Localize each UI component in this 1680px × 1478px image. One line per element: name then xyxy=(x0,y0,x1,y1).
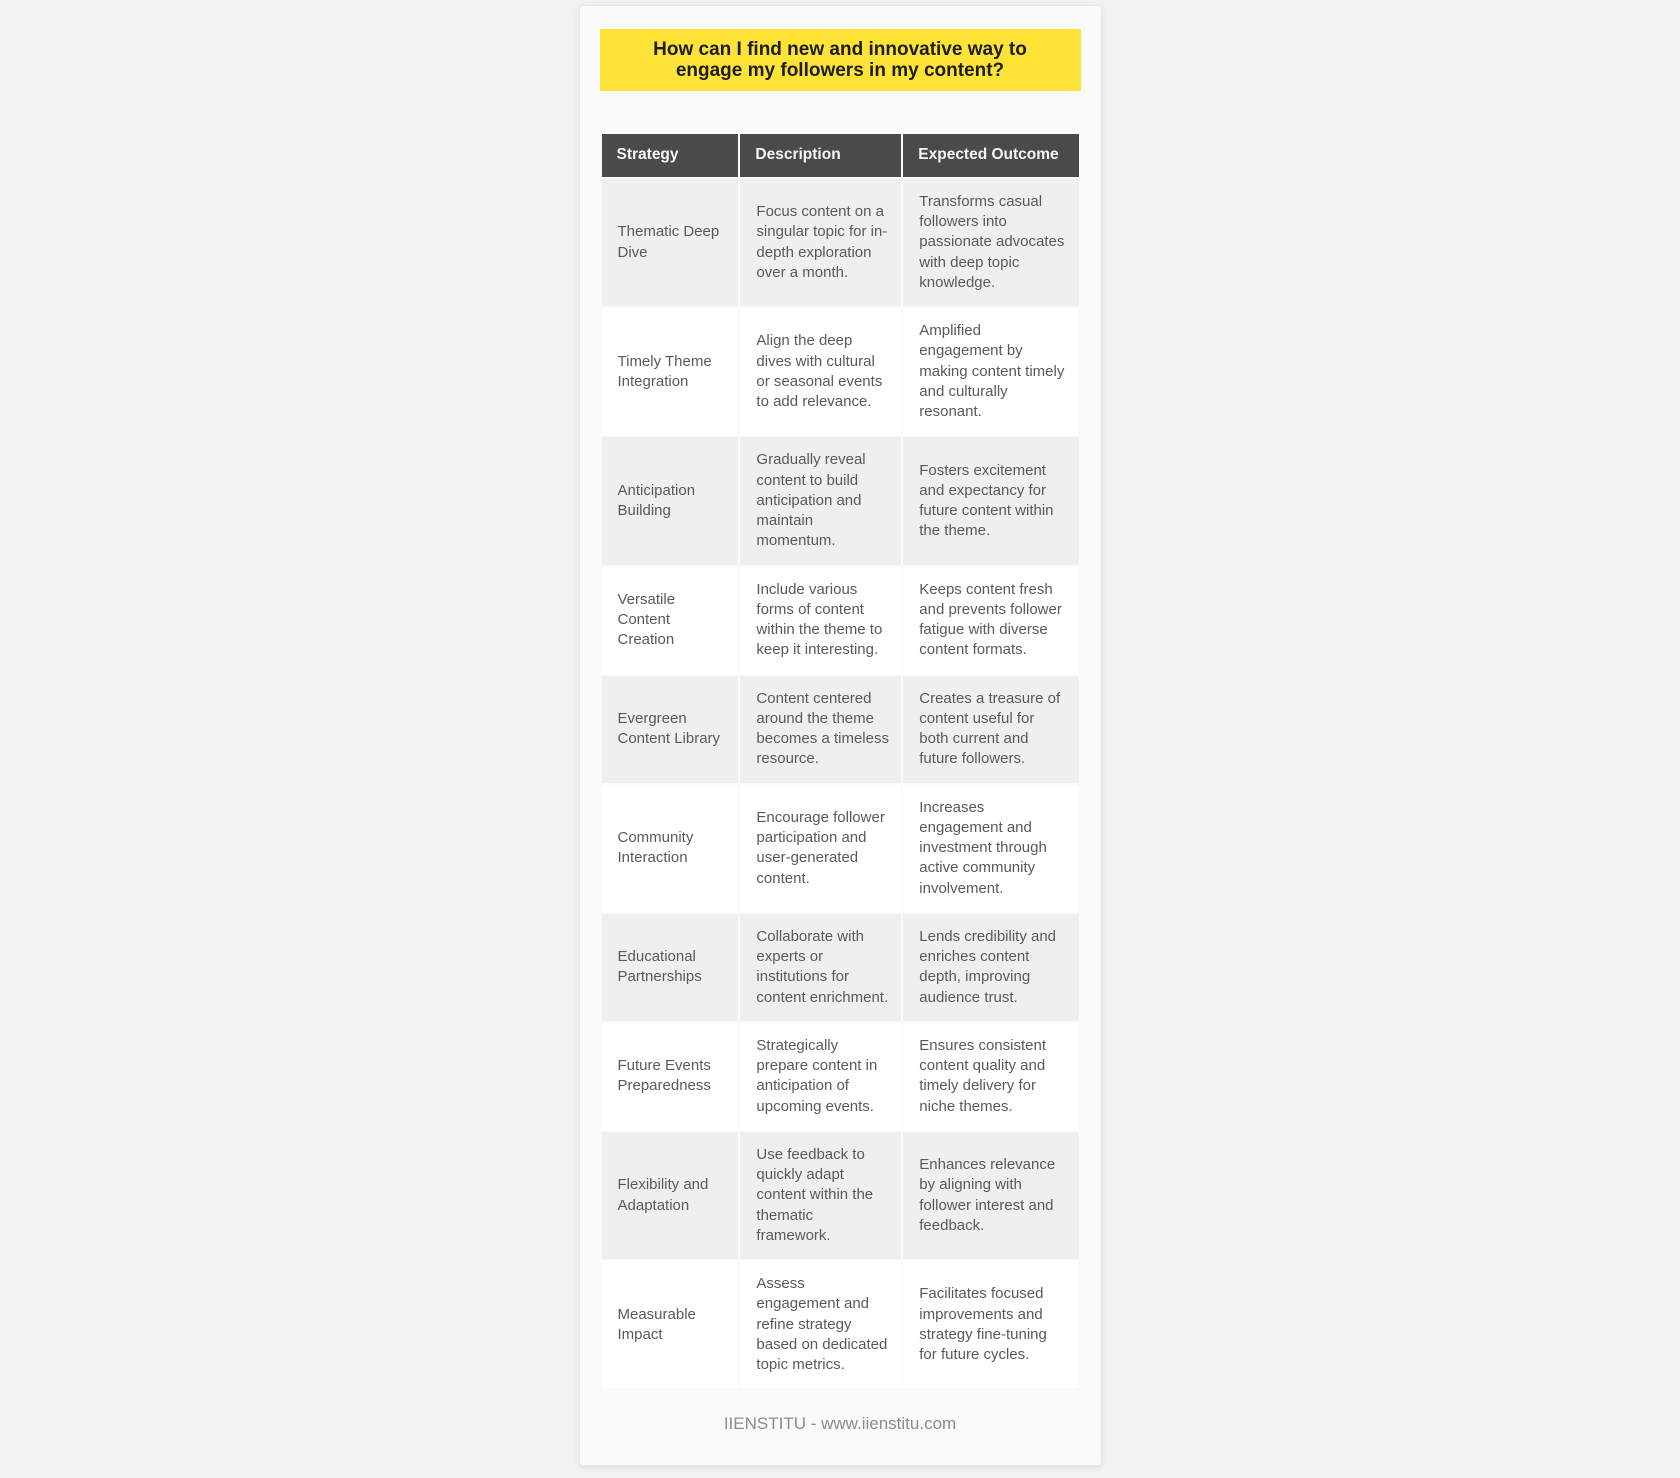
strategy-cell: Future Events Preparedness xyxy=(601,1022,740,1131)
table-body xyxy=(601,178,1080,1390)
outcome-cell: Fosters excitement and expectancy for future content within the theme. xyxy=(902,436,1079,565)
description-cell: Include various forms of content within the theme to keep it interesting. xyxy=(739,566,902,675)
outcome-cell: Lends credibility and enriches content depth, improving audience trust. xyxy=(902,913,1079,1022)
outcome-cell: Facilitates focused improvements and strategy fine-tuning for future cycles. xyxy=(902,1260,1079,1389)
outcome-cell: Transforms casual followers into passionate advocates with deep topic knowledge. xyxy=(902,178,1079,307)
header-row xyxy=(601,133,1080,178)
table-row xyxy=(601,178,1080,307)
strategy-cell: Evergreen Content Library xyxy=(601,675,740,784)
strategy-cell: Anticipation Building xyxy=(601,436,740,565)
strategies-table xyxy=(600,132,1081,1390)
outcome-cell: Creates a treasure of content useful for both current and future followers. xyxy=(902,675,1079,784)
description-cell: Focus content on a singular topic for in-depth exploration over a month. xyxy=(739,178,902,307)
description-cell: Use feedback to quickly adapt content within the thematic framework. xyxy=(739,1131,902,1260)
outcome-cell: Increases engagement and investment through active community involvement. xyxy=(902,784,1079,913)
table-row xyxy=(601,675,1080,784)
strategy-cell: Timely Theme Integration xyxy=(601,307,740,436)
description-cell: Encourage follower participation and user-generated content. xyxy=(739,784,902,913)
outcome-cell: Ensures consistent content quality and timely delivery for niche themes. xyxy=(902,1022,1079,1131)
description-cell: Align the deep dives with cultural or seasonal events to add relevance. xyxy=(739,307,902,436)
question-banner xyxy=(600,29,1081,91)
description-cell: Collaborate with experts or institutions for content enrichment. xyxy=(739,913,902,1022)
description-cell: Gradually reveal content to build anticipation and maintain momentum. xyxy=(739,436,902,565)
question-title: How can I find new and innovative way to engage my followers in my content? xyxy=(653,38,1027,81)
strategy-cell: Community Interaction xyxy=(601,784,740,913)
strategy-cell: Educational Partnerships xyxy=(601,913,740,1022)
description-cell: Strategically prepare content in anticipation of upcoming events. xyxy=(739,1022,902,1131)
table-row xyxy=(601,1022,1080,1131)
outcome-cell: Enhances relevance by aligning with follower interest and feedback. xyxy=(902,1131,1079,1260)
content-card xyxy=(579,5,1102,1466)
header-cell-description: Description xyxy=(739,133,902,178)
description-cell: Content centered around the theme becomes a timeless resource. xyxy=(739,675,902,784)
strategy-cell: Thematic Deep Dive xyxy=(601,178,740,307)
strategy-cell: Measurable Impact xyxy=(601,1260,740,1389)
table-row xyxy=(601,913,1080,1022)
table-row xyxy=(601,307,1080,436)
strategy-cell: Flexibility and Adaptation xyxy=(601,1131,740,1260)
table-row xyxy=(601,436,1080,565)
footer-credit: IIENSTITU - www.iienstitu.com xyxy=(723,1414,957,1434)
table-row xyxy=(601,1260,1080,1389)
table-row xyxy=(601,1131,1080,1260)
table-row xyxy=(601,566,1080,675)
description-cell: Assess engagement and refine strategy based on dedicated topic metrics. xyxy=(739,1260,902,1389)
outcome-cell: Keeps content fresh and prevents follower fatigue with diverse content formats. xyxy=(902,566,1079,675)
strategy-cell: Versatile Content Creation xyxy=(601,566,740,675)
table-header xyxy=(601,133,1080,178)
table-row xyxy=(601,784,1080,913)
header-cell-strategy: Strategy xyxy=(601,133,740,178)
outcome-cell: Amplified engagement by making content timely and culturally resonant. xyxy=(902,307,1079,436)
header-cell-expected-outcome: Expected Outcome xyxy=(902,133,1079,178)
